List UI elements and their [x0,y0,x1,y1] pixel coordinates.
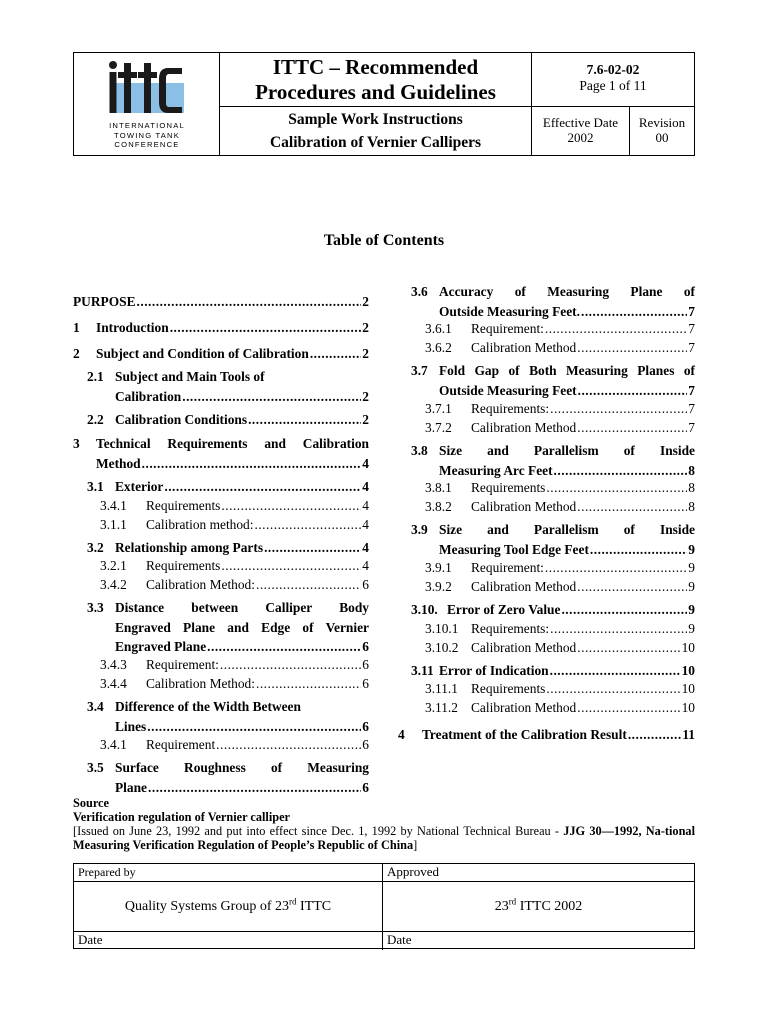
toc-entry-left-3-line-1[interactable] [115,389,369,405]
toc-entry-text: Technical Requirements and Calibration [96,436,369,451]
toc-page-number: 6 [362,779,369,795]
toc-page-number: 7 [688,321,695,336]
toc-page-number: 10 [681,681,695,696]
toc-entry-text: Distance between Calliper Body [115,600,369,615]
toc-entry-number: 3.4.4 [100,676,127,691]
toc-entry-text: Requirement [146,737,216,752]
approved-value: 23rd ITTC 2002 [383,882,694,932]
toc-entry-text: Lines [115,718,147,734]
toc-page-number: 8 [688,499,695,514]
toc-page-number: 2 [362,346,369,361]
toc-entry-text: Error of Zero Value [447,602,561,617]
toc-entry-number: 3.6.2 [425,340,452,355]
date-label-left: Date [74,932,383,950]
toc-dot-leader [256,676,361,692]
approval-table [73,863,695,949]
toc-page-number: 4 [362,498,369,513]
toc-entry-number: 3.9 [411,522,428,537]
toc-page-number: 10 [681,640,695,655]
toc-entry-text: Calibration Method: [146,577,255,592]
toc-page-number: 4 [362,540,369,555]
toc-entry-right-13-line-0[interactable] [425,621,695,637]
toc-entry-number: 3.8.1 [425,480,452,495]
toc-page-number: 6 [362,577,369,592]
header-table [73,52,695,156]
toc-entry-right-16-line-0[interactable] [425,681,695,697]
effective-date: 2002 [567,130,594,145]
toc-entry-number: 3.1 [87,479,104,494]
toc-dot-leader [220,657,361,673]
prepared-by-value: Quality Systems Group of 23rd ITTC [74,882,383,932]
toc-page-number: 6 [362,657,369,672]
toc-entry-text: Outside Measuring Feet [439,382,577,398]
toc-dot-leader [148,780,361,796]
toc-entry-text: Engraved Plane [115,639,207,654]
toc-entry-right-8-line-0[interactable] [425,499,695,515]
toc-dot-leader [142,456,362,472]
toc-dot-leader [577,640,680,656]
toc-entry-right-15-line-0[interactable] [411,663,695,679]
source-section [73,796,695,852]
toc-entry-text: Calibration Conditions [115,412,248,427]
toc-entry-right-11-line-0[interactable] [425,579,695,595]
toc-entry-right-1-line-0[interactable] [425,321,695,337]
toc-page-number: 6 [362,676,369,691]
toc-entry-text: Subject and Main Tools of [115,369,265,384]
toc-entry-text: Calibration Method [471,420,577,435]
toc-page-number: 7 [688,401,695,416]
toc-page-number: 9 [688,579,695,594]
toc-entry-text: Requirements: [471,621,550,636]
toc-entry-number: 3.7.1 [425,401,452,416]
toc-dot-leader [546,480,687,496]
toc-entry-number: 3.9.2 [425,579,452,594]
toc-entry-text: Treatment of the Calibration Result [422,727,627,742]
toc-dot-leader [628,727,682,743]
toc-page-number: 7 [688,420,695,435]
toc-dot-leader [550,401,687,417]
toc-entry-right-5-line-0[interactable] [425,420,695,436]
revision-number: 00 [655,130,669,145]
toc-entry-number: 2.1 [87,369,104,384]
source-note: [Issued on June 23, 1992 and put into effect since Dec. 1, 1992 by National Technical Bureau - JJG 30—1992, Na-tional Measuring Verification Regulation of People’s Republic of China] [73,824,695,852]
toc-entry-text: Size and Parallelism of Inside [439,443,695,458]
toc-entry-text: Relationship among Parts [115,540,264,555]
document-title: ITTC – Recommended Procedures and Guidelines [220,53,532,107]
toc-entry-text: Requirements [471,681,546,696]
toc-entry-number: 3.3 [87,600,104,615]
toc-page-number: 9 [688,602,695,617]
toc-page-number: 7 [688,303,695,319]
toc-entry-left-17-line-0[interactable] [87,760,369,776]
toc-dot-leader [182,389,361,405]
toc-entry-left-8-line-0[interactable] [100,517,369,533]
toc-entry-right-4-line-0[interactable] [425,401,695,417]
toc-entry-number: 3.10.2 [425,640,459,655]
toc-entry-number: 3.11 [411,663,434,678]
toc-page-number: 10 [681,663,695,678]
toc-entry-number: 3.4.2 [100,577,127,592]
toc-dot-leader [578,383,688,399]
toc-entry-text: Measuring Tool Edge Feet [439,541,589,557]
toc-entry-left-7-line-0[interactable] [100,498,369,514]
toc-entry-text: Requirements: [471,401,550,416]
toc-entry-text: PURPOSE [73,294,136,309]
toc-dot-leader [577,340,687,356]
toc-entry-right-2-line-0[interactable] [425,340,695,356]
toc-entry-text: Calibration Method [471,700,577,715]
toc-entry-text: Outside Measuring Feet. [439,303,580,319]
toc-entry-number: 3.11.1 [425,681,458,696]
toc-entry-number: 3.5 [87,760,104,775]
toc-entry-text: Calibration Method [471,499,577,514]
toc-page-number: 6 [362,718,369,734]
toc-dot-leader [550,621,687,637]
toc-page-number: 6 [362,737,369,752]
toc-page-number: 4 [362,479,369,494]
toc-dot-leader [254,517,361,533]
toc-page-number: 7 [688,382,695,398]
toc-entry-left-6-line-0[interactable] [87,479,369,495]
toc-dot-leader [264,540,361,556]
toc-entry-text: Calibration Method [471,640,577,655]
revision-cell: Revision 00 [630,107,694,155]
toc-page-number: 8 [688,480,695,495]
toc-entry-number: 3.4.3 [100,657,127,672]
toc-entry-text: Requirement: [146,657,219,672]
toc-title: Table of Contents [323,232,445,249]
toc-dot-leader [248,412,361,428]
toc-entry-text: Error of Indication [439,663,549,678]
toc-page-number: 2 [362,412,369,427]
toc-page-number: 8 [688,462,695,478]
toc-dot-leader [545,321,687,337]
toc-entry-text: Method [96,455,141,471]
page-number: Page 1 of 11 [579,78,647,93]
toc-entry-number: 3.4.1 [100,498,127,513]
toc-entry-text: Requirement: [471,560,544,575]
toc-entry-text: Fold Gap of Both Measuring Planes of [439,363,695,378]
toc-page-number: 11 [682,727,695,742]
toc-entry-right-17-line-0[interactable] [425,700,695,716]
toc-entry-left-0-line-0[interactable] [73,294,369,310]
logo-cell [74,53,220,155]
toc-entry-right-0-line-0[interactable] [411,284,695,300]
toc-entry-number: 1 [73,320,80,335]
toc-entry-left-3-line-0[interactable] [87,369,369,385]
toc-entry-number: 3.2 [87,540,104,555]
toc-entry-right-10-line-0[interactable] [425,560,695,576]
effective-date-cell: Effective Date 2002 [532,107,630,155]
toc-entry-text: Surface Roughness of Measuring [115,760,369,775]
toc-entry-number: 3.4 [87,699,104,714]
toc-entry-number: 4 [398,727,405,742]
toc-dot-leader [137,294,362,310]
toc-entry-left-15-line-0[interactable] [87,699,369,715]
toc-entry-left-11-line-0[interactable] [100,577,369,593]
toc-entry-text: Measuring Arc Feet [439,462,553,478]
toc-page-number: 9 [688,541,695,557]
toc-page-number: 2 [362,388,369,404]
toc-entry-left-16-line-0[interactable] [100,737,369,753]
toc-dot-leader [577,579,687,595]
toc-page-number: 7 [688,340,695,355]
toc-entry-text: Calibration method: [146,517,254,532]
prepared-by-label: Prepared by [74,864,383,882]
approved-label: Approved [383,864,694,882]
toc-entry-text: Introduction [96,320,169,335]
toc-entry-text: Requirements [471,480,546,495]
toc-entry-text: Difference of the Width Between [115,699,301,714]
toc-entry-text: Requirements [146,498,221,513]
toc-entry-left-10-line-0[interactable] [100,558,369,574]
toc-entry-number: 3 [73,436,80,451]
toc-entry-right-6-line-1[interactable] [439,463,695,479]
toc-entry-number: 3.8 [411,443,428,458]
toc-entry-left-14-line-0[interactable] [100,676,369,692]
toc-entry-number: 3.4.1 [100,737,127,752]
toc-entry-left-12-line-1[interactable] [115,620,369,636]
toc-page-number: 9 [688,621,695,636]
date-label-right: Date [387,932,412,947]
toc-entry-text: Calibration Method [471,340,577,355]
toc-entry-text: Calibration Method: [146,676,255,691]
toc-dot-leader [550,663,681,679]
toc-entry-number: 3.7.2 [425,420,452,435]
toc-dot-leader [170,320,362,336]
toc-entry-number: 3.6.1 [425,321,452,336]
toc-entry-text: Engraved Plane and Edge of Vernier [115,619,369,635]
toc-dot-leader [554,463,688,479]
toc-entry-text: Subject and Condition of Calibration [96,346,309,361]
toc-entry-number: 3.6 [411,284,428,299]
toc-dot-leader [164,479,361,495]
toc-entry-right-6-line-0[interactable] [411,443,695,459]
toc-entry-text: Accuracy of Measuring Plane of [439,284,695,299]
toc-entry-left-4-line-0[interactable] [87,412,369,428]
toc-dot-leader [577,700,680,716]
toc-entry-left-15-line-1[interactable] [115,719,369,735]
toc-dot-leader [256,577,361,593]
toc-dot-leader [216,737,361,753]
toc-entry-left-12-line-2[interactable] [115,639,369,655]
toc-dot-leader [221,498,361,514]
toc-entry-right-9-line-0[interactable] [411,522,695,538]
toc-entry-number: 3.1.1 [100,517,127,532]
toc-entry-left-5-line-0[interactable] [73,436,369,452]
toc-entry-number: 3.10.1 [425,621,459,636]
ittc-logo [102,59,190,119]
toc-entry-left-12-line-0[interactable] [87,600,369,616]
toc-entry-left-5-line-1[interactable] [96,456,369,472]
toc-dot-leader [207,639,361,655]
toc-dot-leader [147,719,361,735]
toc-entry-number: 3.11.2 [425,700,458,715]
toc-entry-text: Calibration [115,388,182,404]
source-title: Verification regulation of Vernier calliper [73,810,290,824]
toc-entry-right-18-line-0[interactable] [398,727,695,743]
toc-page-number: 2 [362,294,369,309]
toc-entry-text: Requirement: [471,321,544,336]
toc-entry-number: 3.8.2 [425,499,452,514]
toc-dot-leader [310,346,361,362]
toc-entry-left-2-line-0[interactable] [73,346,369,362]
toc-page-number: 4 [362,558,369,573]
toc-entry-text: Size and Parallelism of Inside [439,522,695,537]
toc-entry-text: Plane [115,779,147,795]
toc-entry-left-1-line-0[interactable] [73,320,369,336]
toc-entry-number: 3.10. [411,602,438,617]
toc-dot-leader [546,681,680,697]
toc-page-number: 9 [688,560,695,575]
toc-entry-right-12-line-0[interactable] [411,602,695,618]
toc-dot-leader [577,499,687,515]
toc-dot-leader [545,560,687,576]
toc-entry-right-9-line-1[interactable] [439,542,695,558]
toc-page-number: 2 [362,320,369,335]
toc-entry-number: 3.9.1 [425,560,452,575]
toc-entry-right-3-line-1[interactable] [439,383,695,399]
toc-dot-leader [577,420,687,436]
document-subtitle: Sample Work Instructions Calibration of Vernier Callipers [220,107,532,155]
toc-page-number: 6 [362,639,369,654]
toc-page-number: 4 [362,455,369,471]
toc-entry-left-13-line-0[interactable] [100,657,369,673]
toc-entry-number: 3.2.1 [100,558,127,573]
toc-dot-leader [221,558,361,574]
toc-page-number: 10 [681,700,695,715]
procedure-code: 7.6-02-02 [586,62,640,77]
toc-entry-right-14-line-0[interactable] [425,640,695,656]
source-label: Source [73,796,109,810]
toc-dot-leader [590,542,687,558]
toc-entry-text: Calibration Method [471,579,577,594]
toc-entry-number: 2 [73,346,80,361]
logo-text: INTERNATIONAL TOWING TANK CONFERENCE [109,121,185,149]
toc-entry-left-17-line-1[interactable] [115,780,369,796]
toc-entry-left-9-line-0[interactable] [87,540,369,556]
toc-page-number: 4 [362,517,369,532]
toc-entry-number: 2.2 [87,412,104,427]
toc-dot-leader [581,304,687,320]
toc-dot-leader [561,602,687,618]
toc-entry-number: 3.7 [411,363,428,378]
toc-entry-text: Requirements [146,558,221,573]
procedure-code-cell [532,53,694,107]
toc-entry-right-3-line-0[interactable] [411,363,695,379]
toc-entry-right-7-line-0[interactable] [425,480,695,496]
toc-entry-right-0-line-1[interactable] [439,304,695,320]
toc-entry-text: Exterior [115,479,164,494]
